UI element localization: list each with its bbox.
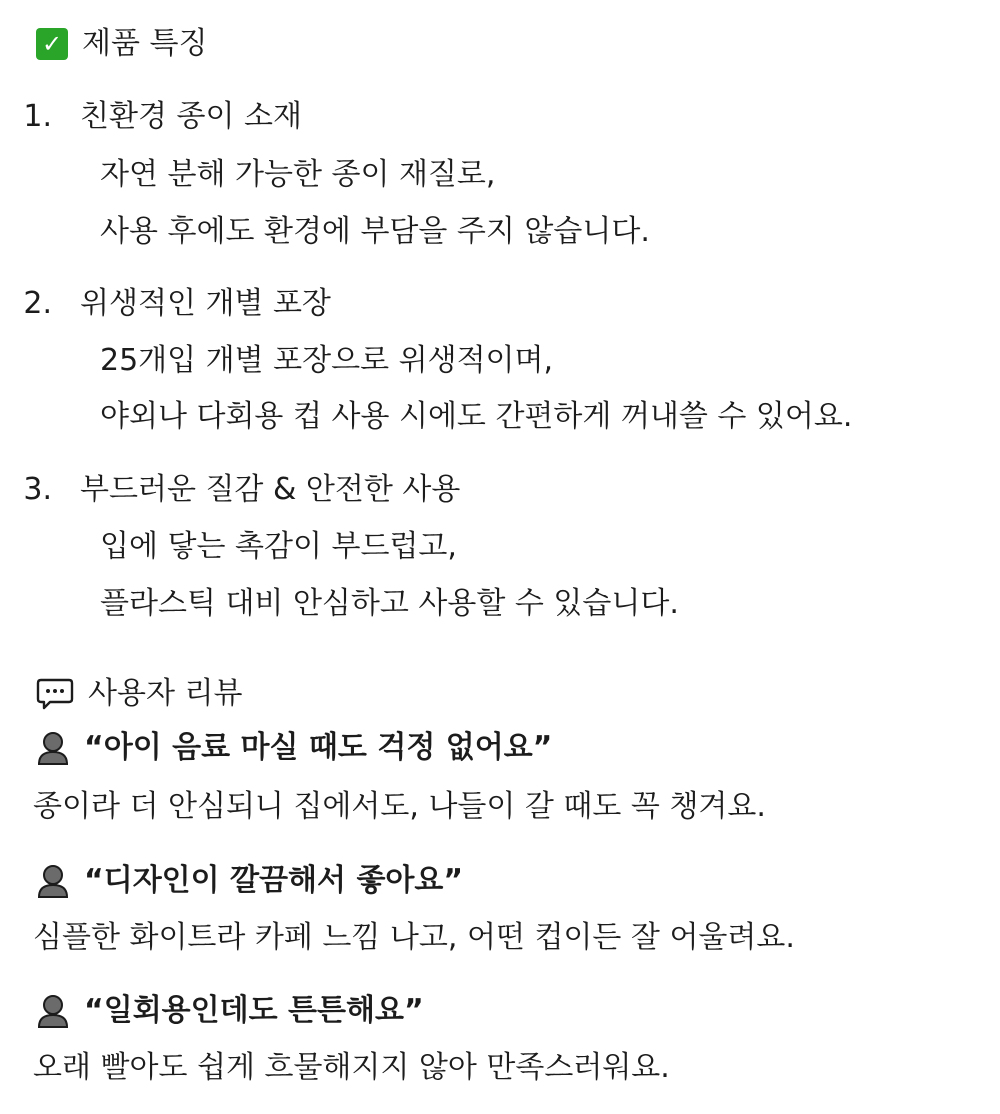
feature-item-3 [0,470,1000,510]
feature-desc-line: 사용 후에도 환경에 부담을 주지 않습니다. [100,214,650,249]
review-1-title [36,728,1000,768]
person-silhouette-icon [36,730,70,766]
review-title-text: “디자인이 깔끔해서 좋아요” [84,863,464,898]
review-1-body: 종이라 더 안심되니 집에서도, 나들이 갈 때도 꼭 챙겨요. [33,789,766,824]
features-title: 제품 특징 [82,26,208,61]
person-silhouette-icon [36,993,70,1029]
feature-title: 친환경 종이 소재 [80,99,302,134]
feature-title: 부드러운 질감 & 안전한 사용 [80,472,461,507]
check-mark-icon: ✓ [36,28,68,60]
feature-title: 위생적인 개별 포장 [80,286,331,321]
reviews-heading [36,674,1000,714]
feature-desc-line: 25개입 개별 포장으로 위생적이며, [100,343,554,378]
feature-item-2 [0,284,1000,324]
feature-item-1 [0,97,1000,137]
features-heading [36,24,1000,64]
feature-desc-line: 입에 닿는 촉감이 부드럽고, [100,529,457,564]
review-title-text: “일회용인데도 튼튼해요” [84,993,424,1028]
feature-desc-line: 플라스틱 대비 안심하고 사용할 수 있습니다. [100,586,679,621]
feature-desc-line: 야외나 다회용 컵 사용 시에도 간편하게 꺼내쓸 수 있어요. [100,399,853,434]
person-silhouette-icon [36,863,70,899]
feature-desc-line: 자연 분해 가능한 종이 재질로, [100,157,496,192]
speech-bubble-icon [36,677,74,711]
review-3-body: 오래 빨아도 쉽게 흐물해지지 않아 만족스러워요. [33,1050,670,1085]
feature-number: 1. [23,99,52,134]
feature-number: 3. [23,472,52,507]
feature-number: 2. [23,286,52,321]
review-2-body: 심플한 화이트라 카페 느낌 나고, 어떤 컵이든 잘 어울려요. [33,920,795,955]
review-title-text: “아이 음료 마실 때도 걱정 없어요” [84,730,553,765]
reviews-title: 사용자 리뷰 [88,676,243,711]
review-3-title [36,991,1000,1031]
review-2-title [36,861,1000,901]
